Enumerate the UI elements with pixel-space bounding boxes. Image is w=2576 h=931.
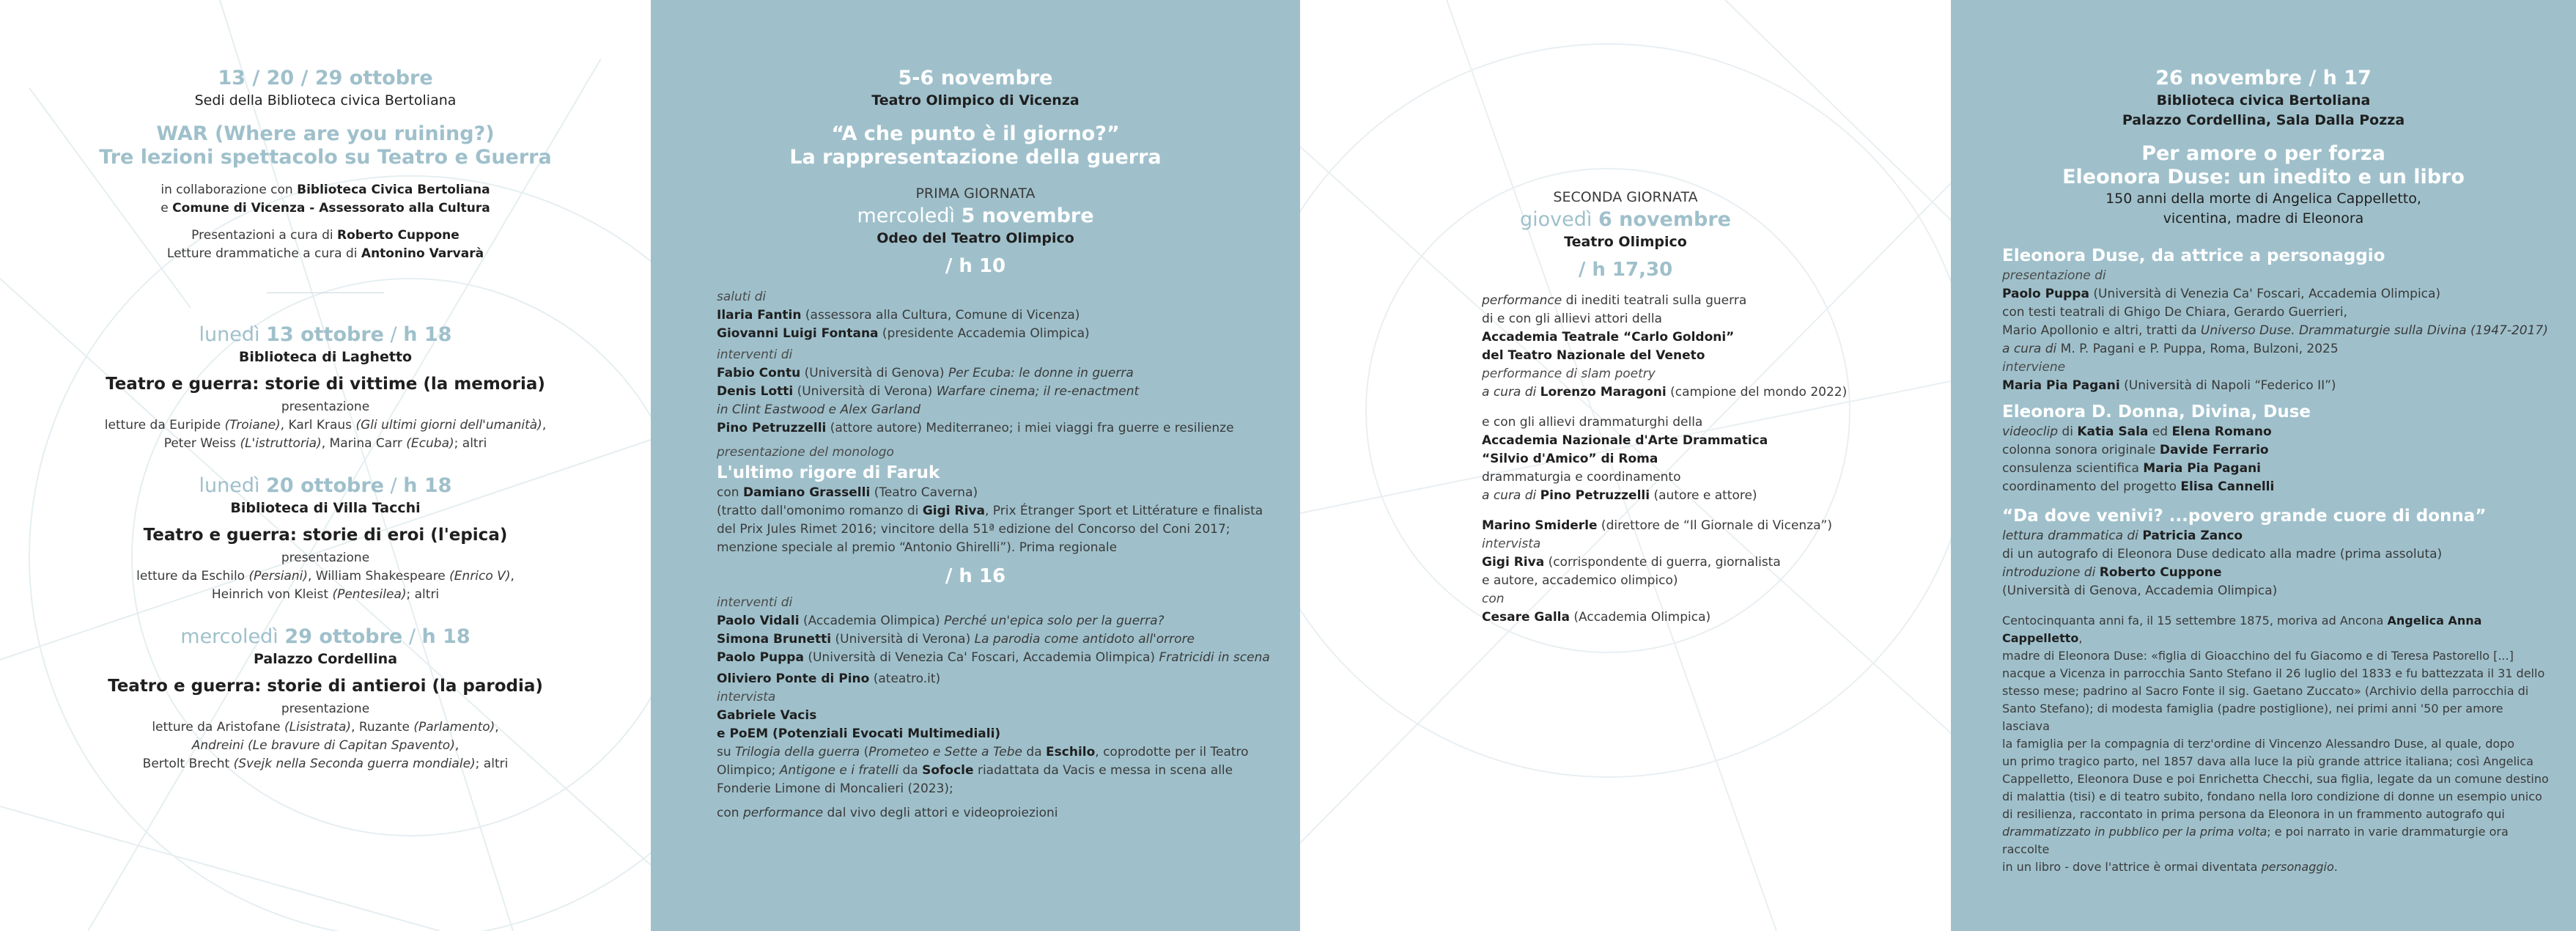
speaker-line: Pino Petruzzelli (attore autore) Mediterraneo; i miei viaggi fra guerre e resilienze (717, 421, 1234, 435)
conference-title-2: La rappresentazione della guerra (789, 146, 1162, 169)
trilogy-desc: su Trilogia della guerra (Prometeo e Sette a Tebe da Eschilo, coprodotte per il Teatro (717, 745, 1249, 759)
event-place: Biblioteca di Villa Tacchi (230, 500, 421, 516)
section-title: “Da dove venivi? ...povero grande cuore di donna” (2002, 507, 2487, 526)
speaker-line: Ilaria Fantin (assessora alla Cultura, Comune di Vicenza) (717, 308, 1080, 323)
section-line: Mario Apollonio e altri, tratti da Universo Duse. Drammaturgie sulla Divina (1947-2017) (2002, 323, 2548, 338)
slam-credit: a cura di Lorenzo Maragoni (campione del mondo 2022) (1482, 385, 1848, 400)
trilogy-desc: Fonderie Limone di Moncalieri (2023); (717, 781, 953, 796)
section-line: Paolo Puppa (Università di Venezia Ca' Foscari, Accademia Olimpica) (2002, 287, 2441, 301)
lecture-event (0, 625, 651, 773)
day-heading: PRIMA GIORNATA (915, 185, 1036, 202)
speaker-line: Simona Brunetti (Università di Verona) La parodia come antidoto all'orrore (717, 632, 1195, 647)
with-label: con (1482, 592, 1505, 606)
interviewee-group: e PoEM (Potenziali Evocati Multimediali) (717, 726, 1001, 741)
section-line: colonna sonora originale Davide Ferrario (2002, 443, 2269, 457)
monologue-desc: (tratto dall'omonimo romanzo di Gigi Riva, Prix Étranger Sport et Littérature e finalista (717, 504, 1263, 518)
section-line: (Università di Genova, Accademia Olimpica) (2002, 584, 2278, 598)
conference-title-1: “A che punto è il giorno?” (831, 122, 1120, 145)
duse-subtitle-2: vicentina, madre di Eleonora (2163, 210, 2364, 227)
speaker-line-cont: in Clint Eastwood e Alex Garland (717, 402, 921, 417)
event-readings: letture da Euripide (Troiane), Karl Kraus (Gli ultimi giorni dell'umanità), (104, 418, 547, 433)
event-readings-2: Peter Weiss (L'istruttoria), Marina Carr (Ecuba); altri (163, 436, 487, 451)
interviewee-line: e autore, accademico olimpico) (1482, 573, 1678, 588)
interview-label: intervista (717, 690, 776, 704)
event-readings-2: Heinrich von Kleist (Pentesilea); altri (211, 587, 440, 602)
section-line: videoclip di Katia Sala ed Elena Romano (2002, 424, 2272, 439)
collaboration-line-1: in collaborazione con Biblioteca Civica Bertoliana (160, 183, 490, 197)
session-hour: / h 10 (945, 255, 1006, 277)
duse-title-2: Eleonora Duse: un inedito e un libro (2062, 166, 2465, 188)
readings-credit: Letture drammatiche a cura di Antonino Varvarà (166, 246, 484, 261)
event-readings-3: Bertolt Brecht (Svejk nella Seconda guerra mondiale); altri (142, 757, 509, 771)
section-line: lettura drammatica di Patricia Zanco (2002, 529, 2243, 543)
lecture-event (0, 474, 651, 604)
speaker-line: Paolo Vidali (Accademia Olimpica) Perché un'epica solo per la guerra? (717, 614, 1165, 628)
presentations-credit: Presentazioni a cura di Roberto Cuppone (191, 228, 460, 243)
event-place: Palazzo Cordellina (253, 651, 398, 667)
session-hour: / h 17,30 (1578, 259, 1673, 281)
performance-line: performance di inediti teatrali sulla guerra (1482, 293, 1747, 308)
speaker-line: Giovanni Luigi Fontana (presidente Accademia Olimpica) (717, 326, 1090, 341)
interviewer-line: Oliviero Ponte di Pino (ateatro.it) (717, 671, 941, 686)
day-heading: SECONDA GIORNATA (1553, 189, 1698, 205)
section-line: di un autografo di Eleonora Duse dedicato alla madre (prima assoluta) (2002, 547, 2443, 562)
event-readings: letture da Eschilo (Persiani), William Shakespeare (Enrico V), (136, 569, 514, 584)
event-readings-2: Andreini (Le bravure di Capitan Spavento), (191, 738, 460, 753)
monologue-performer: con Damiano Grasselli (Teatro Caverna) (717, 485, 978, 500)
academy-name: Accademia Nazionale d'Arte Drammatica (1482, 433, 1768, 448)
talks-label: interventi di (717, 347, 793, 362)
event-datetime: lunedì 13 ottobre / h 18 (199, 323, 452, 346)
section-label: presentazione di (2002, 268, 2106, 283)
coordination-line: drammaturgia e coordinamento (1482, 470, 1681, 485)
section-title: Eleonora D. Donna, Divina, Duse (2002, 402, 2311, 422)
panel-duse (1951, 0, 2576, 931)
event-place: Biblioteca di Laghetto (238, 349, 413, 365)
day-date: giovedì 6 novembre (1520, 208, 1731, 231)
drama-line: e con gli allievi drammaturghi della (1482, 415, 1703, 430)
event-pres: presentazione (281, 400, 370, 414)
slam-label: performance di slam poetry (1482, 367, 1656, 381)
interview-label: intervista (1482, 537, 1541, 551)
section-label: interviene (2002, 360, 2066, 375)
section-line: a cura di M. P. Pagani e P. Puppa, Roma, Bulzoni, 2025 (2002, 342, 2339, 356)
session-hour: / h 16 (945, 565, 1006, 587)
guest-line: Cesare Galla (Accademia Olimpica) (1482, 610, 1711, 625)
academy-name: “Silvio d'Amico” di Roma (1482, 452, 1658, 466)
section-title: Eleonora Duse, da attrice a personaggio (2002, 246, 2385, 265)
talks-label: interventi di (717, 595, 793, 610)
lecture-venue: Sedi della Biblioteca civica Bertoliana (194, 92, 457, 108)
duse-venue-1: Biblioteca civica Bertoliana (2156, 92, 2371, 108)
lecture-event (0, 323, 651, 453)
lecture-dates: 13 / 20 / 29 ottobre (218, 67, 433, 89)
conference-dates: 5-6 novembre (898, 67, 1053, 89)
lecture-series-title-2: Tre lezioni spettacolo su Teatro e Guerra (99, 146, 552, 169)
collaboration-line-2: e Comune di Vicenza - Assessorato alla Cultura (160, 201, 490, 216)
event-readings: letture da Aristofane (Lisistrata), Ruzante (Parlamento), (152, 720, 499, 735)
speaker-line: Fabio Contu (Università di Genova) Per Ecuba: le donne in guerra (717, 366, 1134, 380)
lecture-series-title-1: WAR (Where are you ruining?) (156, 122, 495, 145)
interviewer-line: Marino Smiderle (direttore de “Il Giornale di Vicenza”) (1482, 518, 1832, 533)
monologue-label: presentazione del monologo (717, 445, 894, 460)
academy-name: del Teatro Nazionale del Veneto (1482, 348, 1705, 363)
duse-title-1: Per amore o per forza (2141, 142, 2385, 165)
history-paragraph: Centocinquanta anni fa, il 15 settembre 1875, moriva ad Ancona Angelica Anna Cappelletto, madre di Eleonora Duse: «figlia di Gioacchino del fu Giacomo e di Teresa Pastorello [...] nacque a Vicenza in parrocchia Santo Stefano il 26 luglio del 1833 e fu battezzata il 31 dello stesso mese; padrino al Sacro Fonte il sig. Gaetano Zuccato» (Archivio della parrocchia di Santo Stefano); di modesta famiglia (padre postiglione), nei primi anni '50 per amore lasciava la famiglia per la compagnia di terz'ordine di Vincenzo Alessandro Duse, al quale, dopo un primo tragico parto, nel 1857 dava alla luce la più grande attrice italiana; così Angelica Cappelletto, Eleonora Duse e poi Enrichetta Checchi, sua figlia, legate da un comune destino di malattia (tisi) e di teatro subito, fondano nella loro condizione di donne un esempio unico di resilienza, raccontato in prima persona da Eleonora in un frammento autografo qui drammatizzato in pubblico per la prima volta; e poi narrato in varie drammaturgie ora raccolte in un libro - dove l'attrice è ormai diventata personaggio. (2002, 614, 2549, 874)
panel-war-lectures (0, 0, 651, 931)
speaker-line: Denis Lotti (Università di Verona) Warfare cinema; il re-enactment (717, 384, 1140, 399)
trilogy-desc: Olimpico; Antigone e i fratelli da Sofocle riadattata da Vacis e messa in scena alle (717, 763, 1233, 778)
event-pres: presentazione (281, 702, 370, 716)
day-place: Teatro Olimpico (1564, 234, 1687, 250)
duse-subtitle-1: 150 anni della morte di Angelica Cappelletto, (2106, 191, 2421, 207)
academy-name: Accademia Teatrale “Carlo Goldoni” (1482, 330, 1735, 345)
section-line: consulenza scientifica Maria Pia Pagani (2002, 461, 2261, 476)
duse-venue-2: Palazzo Cordellina, Sala Dalla Pozza (2122, 112, 2405, 128)
event-pres: presentazione (281, 551, 370, 565)
performance-note: con performance dal vivo degli attori e videoproiezioni (717, 806, 1058, 820)
event-datetime: lunedì 20 ottobre / h 18 (199, 474, 452, 497)
event-datetime: mercoledì 29 ottobre / h 18 (180, 625, 470, 648)
panel-second-day (1300, 0, 1951, 931)
panel-first-day (651, 0, 1300, 931)
section-line: coordinamento del progetto Elisa Cannelli (2002, 479, 2275, 494)
event-title: Teatro e guerra: storie di eroi (l'epica) (143, 526, 508, 545)
interviewee-line: Gigi Riva (corrispondente di guerra, giornalista (1482, 555, 1781, 570)
section-line: introduzione di Roberto Cuppone (2002, 565, 2222, 580)
section-line: Maria Pia Pagani (Università di Napoli “Federico II”) (2002, 378, 2336, 393)
section-line: con testi teatrali di Ghigo De Chiara, Gerardo Guerrieri, (2002, 305, 2348, 320)
event-title: Teatro e guerra: storie di antieroi (la parodia) (108, 677, 543, 696)
performance-line: di e con gli allievi attori della (1482, 312, 1662, 326)
speaker-line: Paolo Puppa (Università di Venezia Ca' Foscari, Accademia Olimpica) Fratricidi in scena (717, 650, 1270, 665)
duse-datetime: 26 novembre / h 17 (2155, 67, 2372, 89)
day-place: Odeo del Teatro Olimpico (876, 230, 1074, 246)
interviewee-name: Gabriele Vacis (717, 708, 817, 723)
monologue-desc: menzione speciale al premio “Antonio Ghirelli”). Prima regionale (717, 540, 1118, 555)
coordination-credit: a cura di Pino Petruzzelli (autore e attore) (1482, 488, 1757, 503)
day-date: mercoledì 5 novembre (857, 205, 1094, 227)
conference-venue: Teatro Olimpico di Vicenza (871, 92, 1080, 108)
greetings-label: saluti di (717, 290, 767, 304)
monologue-title: L'ultimo rigore di Faruk (717, 463, 940, 482)
event-title: Teatro e guerra: storie di vittime (la memoria) (106, 375, 545, 394)
monologue-desc: del Prix Jules Rimet 2016; vincitore della 51ª edizione del Concorso del Coni 2017; (717, 522, 1230, 537)
